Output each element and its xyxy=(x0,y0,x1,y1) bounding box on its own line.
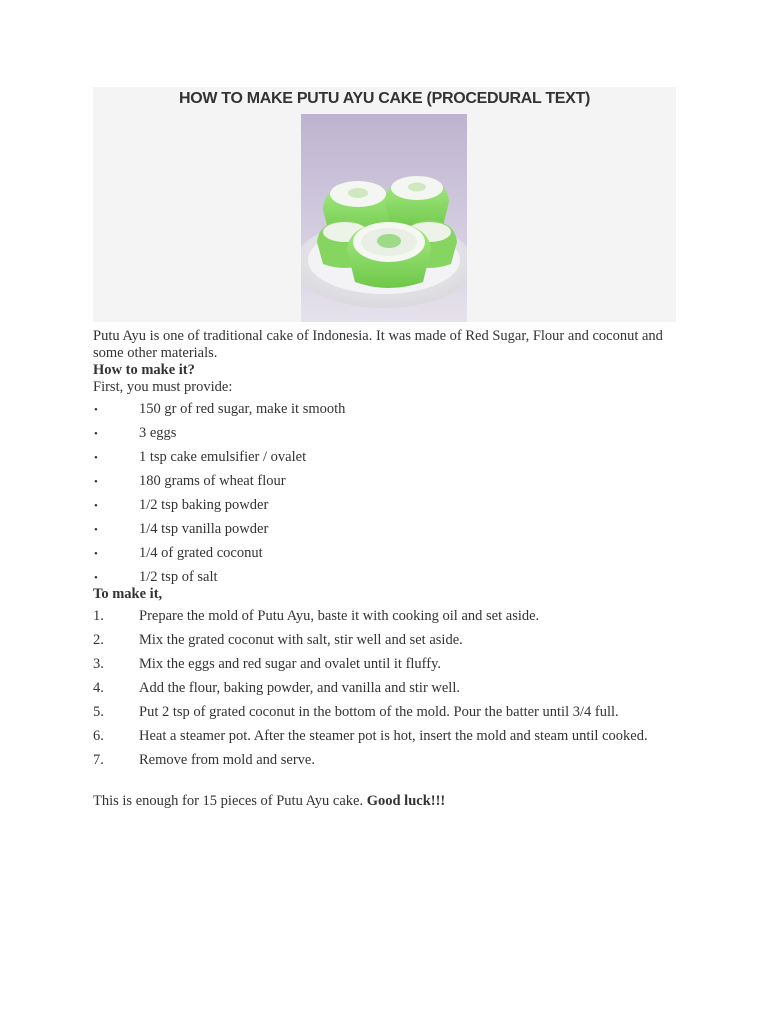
ingredient-text: 3 eggs xyxy=(139,425,177,441)
ingredients-list xyxy=(93,401,676,586)
list-item xyxy=(93,656,676,673)
closing-bold-text: Good luck!!! xyxy=(366,793,446,809)
bullet-icon: • xyxy=(94,428,98,440)
page-title: HOW TO MAKE PUTU AYU CAKE (PROCEDURAL TEXT) xyxy=(178,90,591,107)
list-item xyxy=(93,704,676,721)
closing-text: This is enough for 15 pieces of Putu Ayu cake. xyxy=(93,793,364,809)
list-item xyxy=(93,425,676,442)
list-item xyxy=(93,632,676,649)
document-page xyxy=(93,87,676,810)
bullet-icon: • xyxy=(94,548,98,560)
ingredient-text: 1/4 of grated coconut xyxy=(139,545,263,561)
list-item xyxy=(93,473,676,490)
list-item xyxy=(93,569,676,586)
provide-line: First, you must provide: xyxy=(93,379,233,395)
header-box xyxy=(93,87,676,322)
intro-paragraph: Putu Ayu is one of traditional cake of Indonesia. It was made of Red Sugar, Flour and coconut and some other materials. xyxy=(93,328,663,361)
step-number: 6. xyxy=(93,728,104,744)
ingredient-text: 150 gr of red sugar, make it smooth xyxy=(139,401,346,417)
list-item xyxy=(93,545,676,562)
how-to-heading: How to make it? xyxy=(93,362,195,378)
list-item xyxy=(93,449,676,466)
step-text: Put 2 tsp of grated coconut in the bottom of the mold. Pour the batter until 3/4 full. xyxy=(139,704,619,720)
bullet-icon: • xyxy=(94,452,98,464)
list-item xyxy=(93,497,676,514)
document-body xyxy=(93,328,676,810)
step-text: Prepare the mold of Putu Ayu, baste it with cooking oil and set aside. xyxy=(139,608,540,624)
step-number: 7. xyxy=(93,752,104,768)
step-number: 4. xyxy=(93,680,104,696)
step-number: 2. xyxy=(93,632,104,648)
ingredient-text: 1/2 tsp baking powder xyxy=(139,497,269,513)
bullet-icon: • xyxy=(94,572,98,584)
step-text: Remove from mold and serve. xyxy=(139,752,315,768)
list-item xyxy=(93,728,676,745)
putu-ayu-photo xyxy=(301,114,467,322)
step-number: 1. xyxy=(93,608,104,624)
closing-paragraph xyxy=(93,793,676,810)
list-item xyxy=(93,401,676,418)
ingredient-text: 180 grams of wheat flour xyxy=(139,473,286,489)
step-text: Add the flour, baking powder, and vanilla and stir well. xyxy=(139,680,460,696)
list-item xyxy=(93,680,676,697)
list-item xyxy=(93,752,676,769)
bullet-icon: • xyxy=(94,524,98,536)
list-item xyxy=(93,608,676,625)
bullet-icon: • xyxy=(94,476,98,488)
steps-list xyxy=(93,608,676,769)
step-number: 3. xyxy=(93,656,104,672)
ingredient-text: 1/4 tsp vanilla powder xyxy=(139,521,269,537)
step-number: 5. xyxy=(93,704,104,720)
step-text: Heat a steamer pot. After the steamer pot is hot, insert the mold and steam until cooked. xyxy=(139,728,648,744)
steps-heading: To make it, xyxy=(93,586,163,602)
list-item xyxy=(93,521,676,538)
bullet-icon: • xyxy=(94,404,98,416)
ingredient-text: 1 tsp cake emulsifier / ovalet xyxy=(139,449,307,465)
step-text: Mix the grated coconut with salt, stir well and set aside. xyxy=(139,632,463,648)
ingredient-text: 1/2 tsp of salt xyxy=(139,569,218,585)
step-text: Mix the eggs and red sugar and ovalet until it fluffy. xyxy=(139,656,442,672)
bullet-icon: • xyxy=(94,500,98,512)
